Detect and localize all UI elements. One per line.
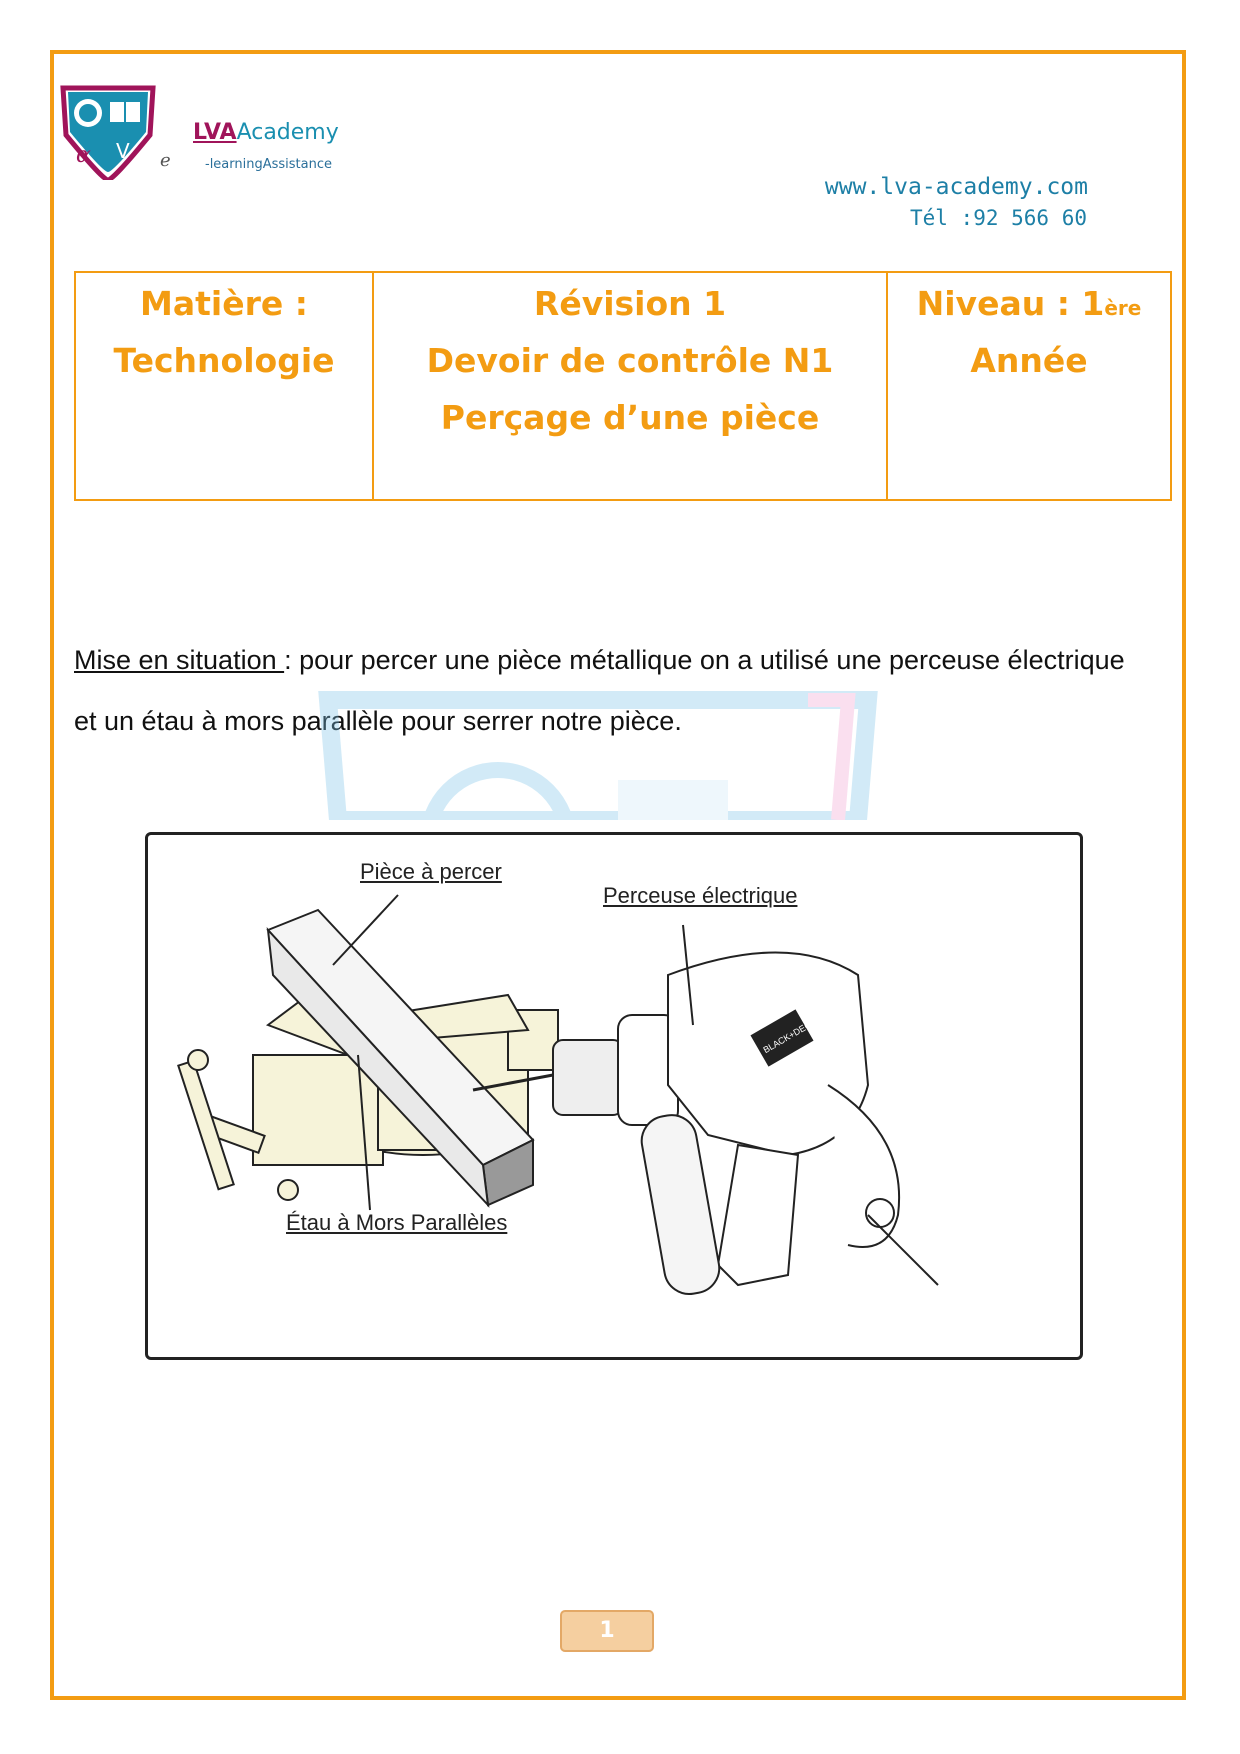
website-link[interactable]: www.lva-academy.com: [824, 174, 1088, 200]
svg-text:α: α: [76, 143, 91, 168]
title-cell: [373, 272, 887, 500]
topic-title: Perçage d’une pièce: [440, 398, 820, 437]
intro-label: Mise en situation: [74, 645, 285, 675]
level-prefix: Niveau : 1: [916, 284, 1105, 323]
callout-etau: Étau à Mors Parallèles: [286, 1210, 508, 1235]
callout-piece: Pièce à percer: [360, 859, 502, 884]
figure-frame: [145, 832, 1083, 1360]
level-year: Année: [970, 341, 1088, 380]
brand-subtitle: -learningAssistance: [205, 157, 332, 172]
telephone: Tél :92 566 60: [909, 206, 1087, 230]
revision-title: Révision 1: [533, 284, 727, 323]
level-label: [889, 275, 1169, 332]
vise-drill-illustration: [148, 835, 1080, 1357]
callout-perceuse: Perceuse électrique: [603, 883, 798, 908]
devoir-title: Devoir de contrôle N1: [426, 341, 834, 380]
brand-name: [193, 120, 339, 145]
title-table: [74, 271, 1172, 501]
page-number-badge: 1: [560, 1610, 654, 1652]
brand-academy: Academy: [236, 120, 339, 145]
lva-academy-logo: [58, 80, 168, 180]
subject-cell: [75, 272, 373, 500]
level-cell: [887, 272, 1171, 500]
subject-value: Technologie: [113, 341, 335, 380]
drill-brand-label: BLACK+DECKER: [761, 1010, 830, 1056]
level-superscript: ère: [1104, 296, 1142, 320]
drill-drawing: [473, 953, 938, 1298]
brand-lva: LVA: [193, 120, 237, 145]
intro-text: : pour percer une pièce métallique on a utilisé une perceuse électrique et un étau à mors parallèle pour serrer notre pièce.: [74, 645, 1125, 736]
logo-watermark: [318, 690, 878, 820]
subject-label: Matière :: [140, 284, 308, 323]
brand-e: e: [160, 150, 171, 171]
svg-text:V: V: [116, 139, 130, 163]
